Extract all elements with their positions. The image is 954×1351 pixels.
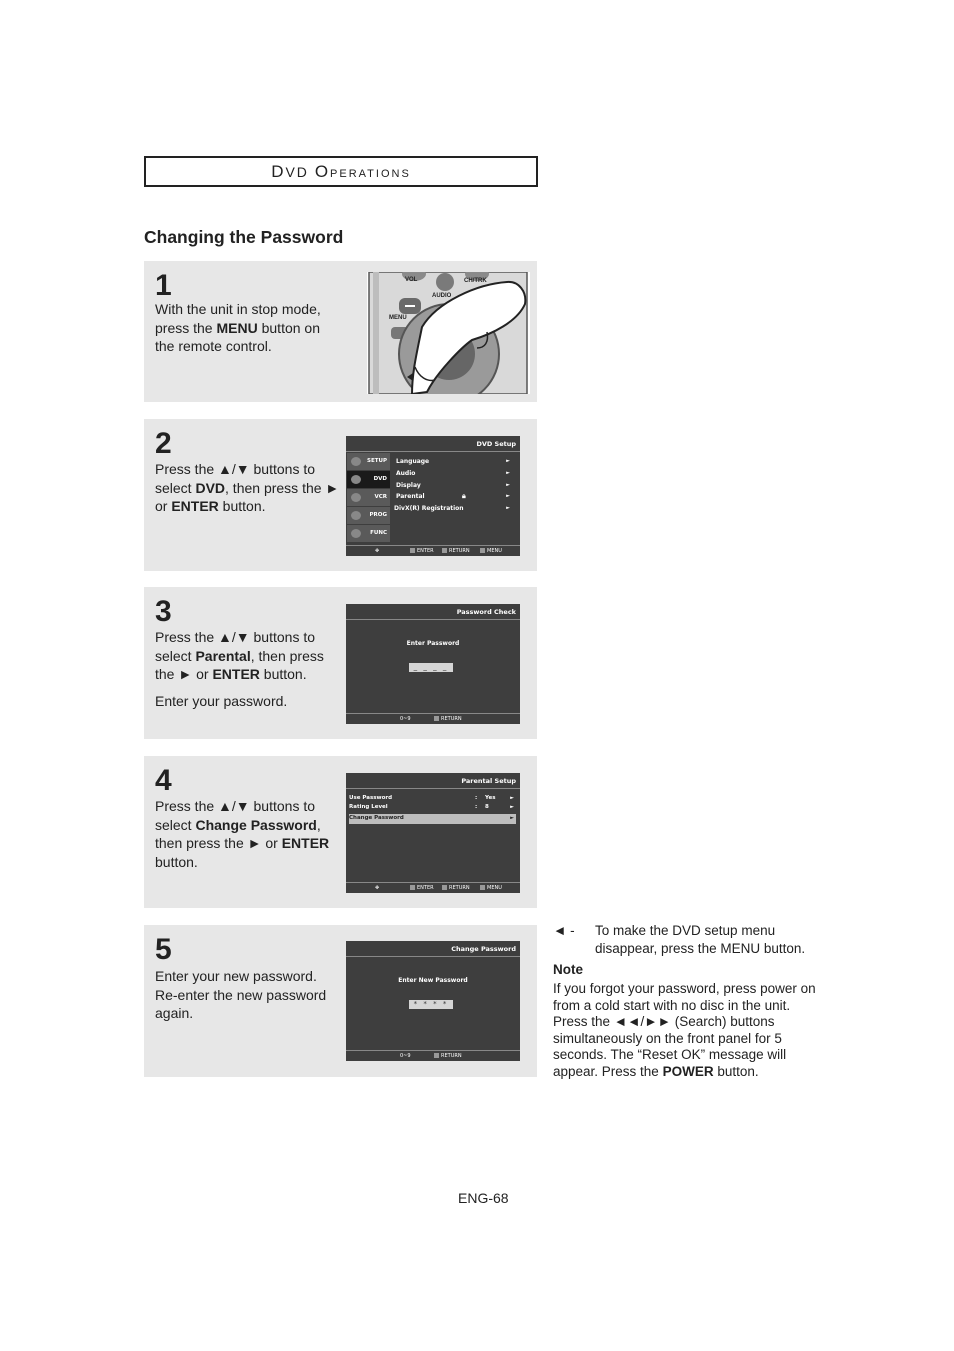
vol-label: VOL — [405, 277, 418, 283]
screen-footer — [346, 882, 520, 893]
note-body: If you forgot your password, press power on from a cold start with no disc in the unit. Press the ◄◄/►► (Search) buttons simultaneously on the front panel for 5 seconds. The “Reset OK” message will appear. Press the POWER button. — [553, 981, 816, 1079]
chtrk-label: CH/TRK — [464, 278, 487, 284]
tip-text: To make the DVD setup menu disappear, press the MENU button. — [595, 923, 806, 956]
footer-return: RETURN — [442, 546, 470, 557]
footer-digits: 0~9 — [400, 716, 411, 722]
menu-item-language: Language ► — [396, 458, 510, 465]
step-number: 3 — [155, 595, 172, 628]
remote-control-illustration — [367, 272, 530, 394]
move-icon: ✥ — [375, 885, 380, 891]
footer-return: RETURN — [434, 714, 462, 725]
menu-item-parental: Parental 🔒︎ ► — [396, 491, 510, 503]
note-title: Note — [553, 962, 583, 977]
section-header: DVD OPERATIONS — [144, 156, 538, 187]
step-number: 4 — [155, 764, 172, 797]
audio-label: AUDIO — [432, 293, 452, 299]
change-password-screen — [346, 941, 520, 1061]
screen-title: Parental Setup — [346, 773, 520, 789]
screen-title: Password Check — [346, 604, 520, 620]
step-text: Press the ▲/▼ buttons to select Parental, then press the ► or ENTER button. Enter your password. — [155, 629, 324, 709]
move-icon: ✥ — [375, 548, 380, 554]
side-menu — [347, 453, 390, 543]
step-2 — [144, 419, 537, 571]
screen-footer — [346, 1050, 520, 1061]
step-text: Press the ▲/▼ buttons to select Change Password, then press the ► or ENTER button. — [155, 798, 330, 870]
step-5 — [144, 925, 537, 1077]
step-3 — [144, 587, 537, 739]
password-field: _ _ _ _ — [409, 663, 453, 672]
side-item-setup: SETUP — [347, 453, 390, 470]
footer-enter: ENTER — [410, 883, 434, 894]
password-prompt: Enter Password — [406, 640, 460, 647]
footer-enter: ENTER — [410, 546, 434, 557]
menu-item-divx: DivX(R) Registration ► — [394, 505, 510, 513]
side-item-dvd: DVD — [347, 471, 390, 488]
step-number: 1 — [155, 269, 172, 302]
dvd-setup-screen — [346, 436, 520, 556]
screen-title: Change Password — [346, 941, 520, 957]
parental-setup-screen — [346, 773, 520, 893]
step-number: 2 — [155, 427, 172, 460]
side-item-prog: PROG — [347, 507, 390, 524]
step-text: Enter your new password. Re-enter the new password again. — [155, 968, 327, 1021]
page-title: Changing the Password — [144, 227, 344, 247]
tip-arrow-icon: ◄ - — [553, 923, 575, 938]
rating-level-row: Rating Level : 8 ► — [349, 804, 514, 810]
screen-footer — [346, 545, 520, 556]
screen-footer — [346, 713, 520, 724]
footer-return: RETURN — [434, 1051, 462, 1062]
lock-icon: 🔒︎ — [462, 492, 466, 501]
new-password-field: * * * * — [409, 1000, 453, 1009]
password-check-screen — [346, 604, 520, 724]
footer-menu: MENU — [480, 546, 502, 557]
menu-label: MENU — [389, 315, 407, 321]
footer-return: RETURN — [442, 883, 470, 894]
use-password-row: Use Password : Yes ► — [349, 795, 514, 801]
side-item-func: FUNC — [347, 525, 390, 542]
step-number: 5 — [155, 933, 172, 966]
change-password-row: Change Password ► — [349, 814, 516, 824]
footer-menu: MENU — [480, 883, 502, 894]
step-4 — [144, 756, 537, 908]
page-number: ENG-68 — [458, 1190, 509, 1206]
new-password-prompt: Enter New Password — [398, 977, 468, 984]
step-text: Press the ▲/▼ buttons to select DVD, then press the ► or ENTER button. — [155, 461, 340, 514]
side-item-vcr: VCR — [347, 489, 390, 506]
menu-item-audio: Audio ► — [396, 469, 510, 477]
screen-title: DVD Setup — [346, 436, 520, 452]
step-text: With the unit in stop mode, press the MENU button on the remote control. — [155, 301, 321, 354]
menu-item-display: Display ► — [396, 481, 510, 489]
step-1 — [144, 261, 537, 402]
menu-list — [396, 456, 510, 515]
footer-digits: 0~9 — [400, 1053, 411, 1059]
